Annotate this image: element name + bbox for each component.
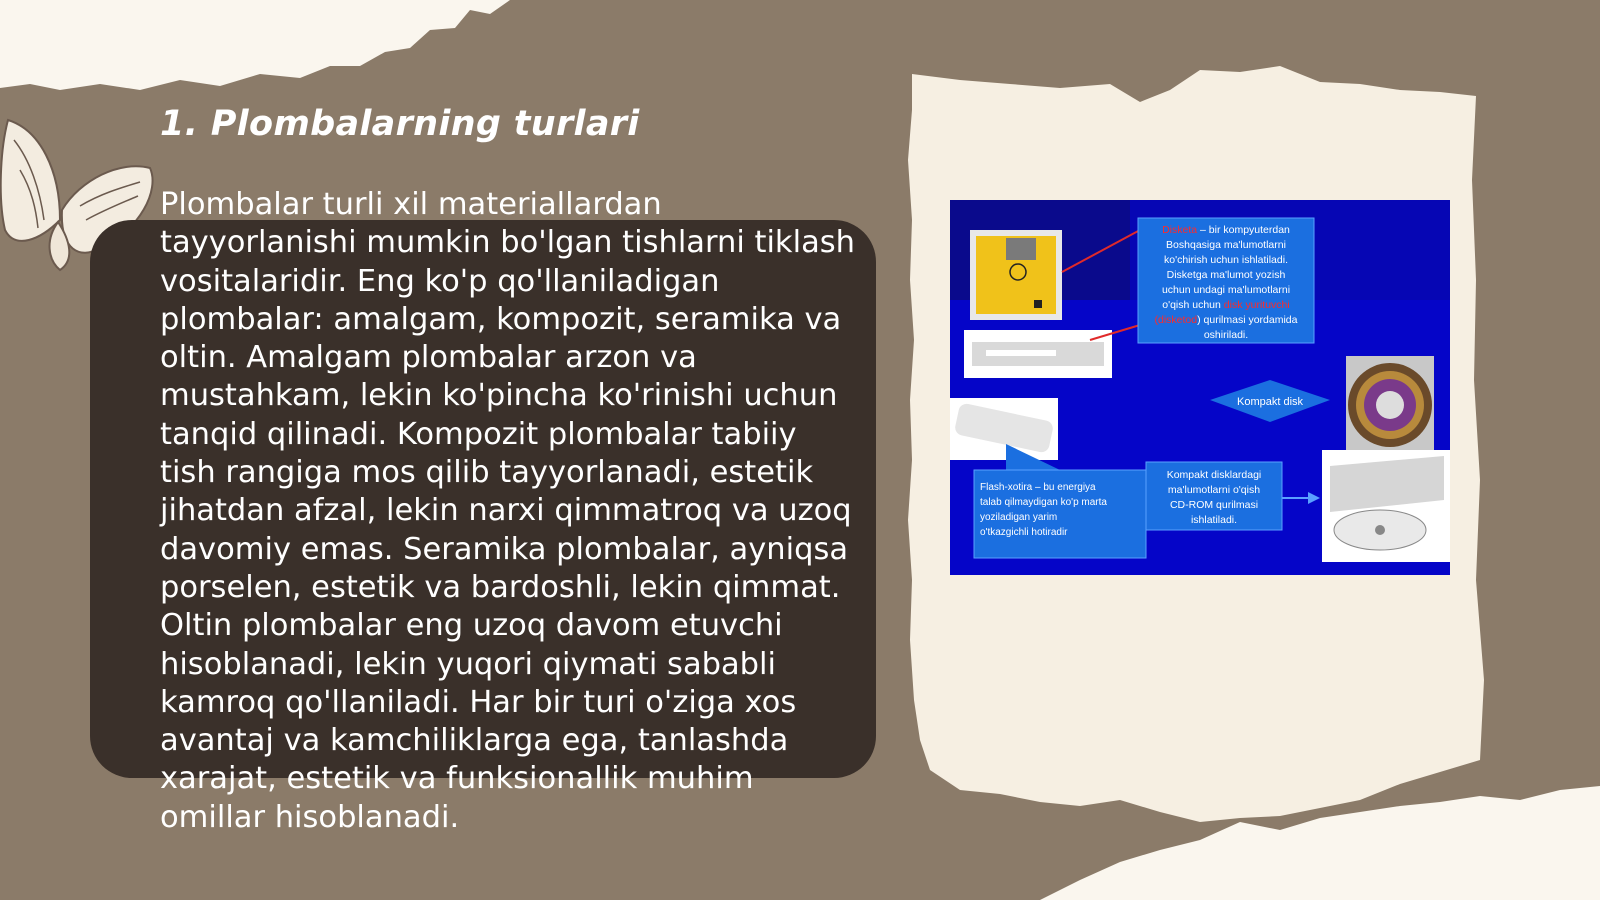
floppy-disk-icon (970, 230, 1062, 320)
svg-text:o'qish uchun disk yurituvchi: o'qish uchun disk yurituvchi (1162, 299, 1290, 311)
svg-text:ishlatiladi.: ishlatiladi. (1190, 514, 1238, 526)
svg-text:Disketga ma'lumot yozish: Disketga ma'lumot yozish (1166, 269, 1286, 281)
svg-text:uchun undagi ma'lumotlarni: uchun undagi ma'lumotlarni (1161, 284, 1291, 296)
storage-devices-figure (950, 200, 1450, 575)
svg-text:Disketa – bir kompyuterdan: Disketa – bir kompyuterdan (1162, 224, 1290, 236)
svg-text:CD-ROM qurilmasi: CD-ROM qurilmasi (1169, 499, 1259, 511)
svg-text:yoziladigan yarim: yoziladigan yarim (980, 512, 1058, 523)
svg-text:oshiriladi.: oshiriladi. (1203, 329, 1249, 341)
compact-disc-icon (1346, 356, 1434, 450)
floppy-drive-icon (964, 330, 1112, 378)
svg-text:o'tkazgichli hotiradir: o'tkazgichli hotiradir (980, 527, 1068, 538)
svg-text:talab qilmaydigan ko'p marta: talab qilmaydigan ko'p marta (980, 497, 1107, 508)
svg-text:(disketod) qurilmasi yordamida: (disketod) qurilmasi yordamida (1154, 314, 1298, 326)
svg-text:ma'lumotlarni o'qish: ma'lumotlarni o'qish (1167, 484, 1261, 496)
slide-body-text: Plombalar turli xil materiallardan tayyorlanishi mumkin bo'lgan tishlarni tiklash vositalaridir. Eng ko'p qo'llaniladigan plombalar: amalgam, kompozit, seramika va oltin. Amalgam plombalar arzon va mustahkam, lekin ko'pincha ko'rinishi uchun tanqid qilinadi. Kompozit plombalar tabiiy tish rangiga mos qilib tayyorlanadi, estetik jihatdan afzal, lekin narxi qimmatroq va uzoq davomiy emas. Seramika plombalar, ayniqsa porselen, estetik va bardoshli, lekin qimmat. Oltin plombalar eng uzoq davom etuvchi hisoblanadi, lekin yuqori qiymati sababli kamroq qo'llaniladi. Har bir turi o'ziga xos avantaj va kamchiliklarga ega, tanlashda xarajat, estetik va funksionallik muhim omillar hisoblanadi. (160, 187, 855, 835)
svg-text:Kompakt disklardagi: Kompakt disklardagi (1166, 469, 1262, 481)
torn-paper-top-left (0, 0, 510, 90)
svg-text:ko'chirish uchun ishlatiladi.: ko'chirish uchun ishlatiladi. (1164, 254, 1288, 266)
svg-text:Boshqasiga ma'lumotlarni: Boshqasiga ma'lumotlarni (1166, 239, 1286, 251)
slide-title: 1. Plombalarning turlari (160, 104, 640, 144)
svg-text:Flash-xotira – bu energiya: Flash-xotira – bu energiya (980, 482, 1096, 493)
cdrom-drive-icon (1322, 450, 1450, 562)
cd-label: Kompakt disk (1236, 396, 1304, 408)
flash-drive-icon (950, 398, 1058, 460)
